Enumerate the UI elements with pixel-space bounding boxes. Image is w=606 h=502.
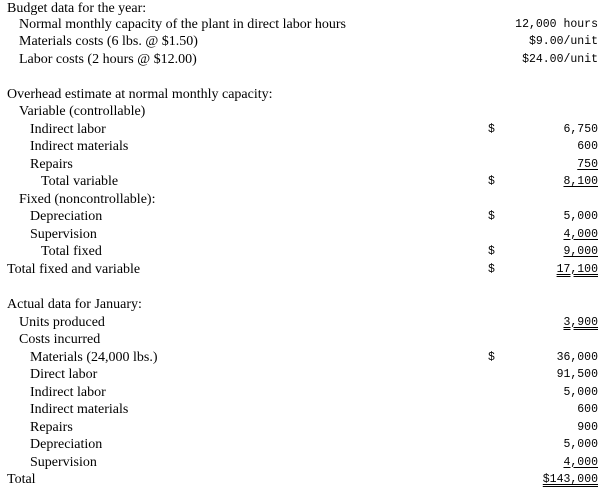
fixed-heading-row [0, 191, 606, 209]
actual-value [488, 366, 598, 384]
overhead-value [488, 208, 598, 226]
actual-heading: Actual data for January: [7, 297, 142, 312]
total-fixed-variable-value [488, 261, 598, 279]
overhead-label: Repairs [30, 156, 73, 172]
total-variable-value [488, 173, 598, 191]
total-fixed-variable-label: Total fixed and variable [7, 261, 141, 277]
actual-label: Direct labor [30, 367, 98, 382]
actual-total-label: Total [7, 472, 36, 487]
amount: 3,900 [563, 315, 598, 329]
actual-total-value [488, 471, 598, 489]
overhead-label: Supervision [30, 226, 97, 242]
budget-label: Labor costs (2 hours @ $12.00) [19, 51, 197, 67]
budget-value: 12,000 hours [515, 17, 598, 31]
overhead-heading: Overhead estimate at normal monthly capacity: [7, 86, 273, 102]
amount: 91,500 [556, 368, 598, 381]
overhead-row [0, 121, 606, 139]
amount: 600 [577, 140, 598, 153]
amount: $143,000 [542, 473, 598, 486]
actual-row [0, 366, 606, 384]
budget-row [0, 33, 606, 51]
overhead-row [0, 208, 606, 226]
amount: 5,000 [563, 210, 598, 223]
amount: 900 [577, 420, 598, 434]
overhead-heading-row [0, 86, 606, 104]
amount: 9,000 [563, 245, 598, 258]
dollar-sign: $ [488, 122, 495, 136]
budget-row [0, 16, 606, 34]
actual-row [0, 419, 606, 437]
budget-value: $9.00/unit [528, 35, 598, 48]
actual-row [0, 454, 606, 472]
actual-label: Supervision [30, 454, 97, 470]
total-fixed-value [488, 243, 598, 261]
budget-label: Materials costs (6 lbs. @ $1.50) [19, 34, 198, 49]
amount: 17,100 [556, 262, 598, 276]
overhead-label: Indirect labor [30, 121, 106, 137]
units-produced-label: Units produced [19, 314, 105, 330]
amount: 8,100 [563, 175, 598, 188]
actual-label: Indirect labor [30, 384, 106, 400]
actual-row [0, 349, 606, 367]
overhead-value [488, 226, 598, 244]
amount: 750 [577, 157, 598, 171]
amount: 36,000 [556, 350, 598, 364]
dollar-sign: $ [488, 175, 495, 188]
dollar-sign: $ [488, 350, 495, 364]
budget-row [0, 51, 606, 69]
amount: 4,000 [563, 227, 598, 241]
actual-label: Materials (24,000 lbs.) [30, 349, 158, 365]
actual-value [488, 349, 598, 367]
actual-heading-row [0, 296, 606, 314]
amount: 600 [577, 403, 598, 416]
actual-value [488, 419, 598, 437]
fixed-heading: Fixed (noncontrollable): [19, 191, 156, 207]
amount: 5,000 [563, 438, 598, 451]
actual-row [0, 401, 606, 419]
overhead-row [0, 156, 606, 174]
actual-label: Repairs [30, 419, 73, 435]
overhead-row [0, 138, 606, 156]
actual-label: Depreciation [30, 437, 103, 452]
budget-label: Normal monthly capacity of the plant in direct labor hours [19, 16, 346, 32]
actual-value [488, 384, 598, 402]
costs-heading: Costs incurred [19, 332, 101, 347]
overhead-label: Depreciation [30, 209, 103, 224]
units-produced-value [488, 314, 598, 332]
units-produced-row [0, 314, 606, 332]
budget-heading: Budget data for the year: [7, 1, 147, 16]
costs-heading-row [0, 331, 606, 349]
actual-label: Indirect materials [30, 402, 129, 417]
budget-value: $24.00/unit [522, 52, 598, 66]
amount: 5,000 [563, 385, 598, 399]
actual-value [488, 436, 598, 454]
total-fixed-row [0, 243, 606, 261]
overhead-value [488, 121, 598, 139]
dollar-sign: $ [488, 245, 495, 258]
actual-value [488, 401, 598, 419]
variable-heading: Variable (controllable) [19, 104, 146, 119]
amount: 4,000 [563, 455, 598, 469]
dollar-sign: $ [488, 210, 495, 223]
variable-heading-row [0, 103, 606, 121]
actual-total-row [0, 471, 606, 489]
overhead-value [488, 156, 598, 174]
total-variable-label: Total variable [41, 174, 119, 189]
dollar-sign: $ [488, 262, 495, 276]
overhead-label: Indirect materials [30, 139, 129, 154]
total-variable-row [0, 173, 606, 191]
actual-value [488, 454, 598, 472]
total-fixed-label: Total fixed [41, 244, 102, 259]
overhead-value [488, 138, 598, 156]
actual-row [0, 436, 606, 454]
actual-row [0, 384, 606, 402]
amount: 6,750 [563, 122, 598, 136]
total-fixed-variable-row [0, 261, 606, 279]
overhead-row [0, 226, 606, 244]
